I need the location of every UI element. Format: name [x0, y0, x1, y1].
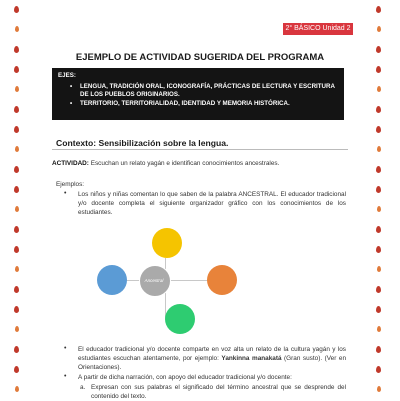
- ejes-item: • TERRITORIO, TERRITORIALIDAD, IDENTIDAD Y MEMORIA HISTÓRICA.: [80, 100, 338, 108]
- border-ornament: [14, 286, 19, 293]
- bullet-marker: •: [64, 373, 67, 380]
- border-ornament: [376, 246, 381, 253]
- border-ornament: [376, 6, 381, 13]
- bullet-2-text: El educador tradicional y/o docente comparte en voz alta un relato de la cultura yagán y los estudiantes escuchan atentamente, por ejemplo:: [78, 346, 346, 362]
- border-ornament: [377, 86, 381, 92]
- page-title: EJEMPLO DE ACTIVIDAD SUGERIDA DEL PROGRAMA: [75, 52, 325, 63]
- sub-item-marker: a.: [80, 384, 86, 391]
- bullet-2-text-end: (Gran susto). (Ver en Orientaciones).: [78, 355, 346, 371]
- border-ornament: [376, 226, 381, 233]
- activity-line: [52, 160, 279, 167]
- bullet-paragraph-3: A partir de dicha narración, con apoyo del educador tradicional y/o docente:: [78, 374, 292, 381]
- border-ornament: [15, 26, 19, 32]
- border-ornament: [376, 126, 381, 133]
- border-ornament: [377, 266, 381, 272]
- bullet-marker: •: [64, 190, 67, 197]
- bullet-paragraph-1: Los niños y niñas comentan lo que saben de la palabra ANCESTRAL. El educador tradicional y/o docente completa el siguiente organizador gráfico con los conocimientos de los estudiantes.: [78, 191, 346, 216]
- border-ornament: [376, 286, 381, 293]
- border-ornament: [376, 186, 381, 193]
- context-heading: Contexto: Sensibilización sobre la lengua.: [56, 138, 229, 148]
- context-divider: [52, 149, 348, 150]
- ejes-label: EJES:: [58, 72, 76, 79]
- border-ornament: [376, 366, 381, 373]
- border-ornament: [376, 306, 381, 313]
- border-ornament: [14, 126, 19, 133]
- border-ornament: [15, 266, 19, 272]
- border-ornament: [377, 386, 381, 392]
- border-ornament: [14, 166, 19, 173]
- bullet-paragraph-2: [78, 345, 346, 372]
- organizer-circle-bottom: [165, 304, 195, 334]
- border-ornament: [377, 206, 381, 212]
- sub-item-a: Expresan con sus palabras el significado del término ancestral que se desprende del contenido del texto.: [91, 384, 346, 400]
- graphic-organizer: [95, 228, 235, 338]
- ejes-box: [52, 68, 344, 120]
- border-ornament: [15, 146, 19, 152]
- border-ornament: [377, 326, 381, 332]
- border-ornament: [14, 6, 19, 13]
- border-ornament: [376, 106, 381, 113]
- story-title: Yankinna manakatá: [221, 355, 282, 362]
- examples-label: Ejemplos:: [56, 181, 85, 188]
- bullet-marker: •: [64, 345, 67, 352]
- border-ornament: [14, 306, 19, 313]
- organizer-circle-top: [152, 228, 182, 258]
- border-ornament: [14, 366, 19, 373]
- border-ornament: [14, 186, 19, 193]
- border-ornament: [14, 106, 19, 113]
- border-ornament: [376, 346, 381, 353]
- border-ornament: [376, 166, 381, 173]
- activity-label: ACTIVIDAD:: [52, 160, 89, 167]
- border-ornament: [14, 66, 19, 73]
- border-ornament: [15, 86, 19, 92]
- border-ornament: [15, 386, 19, 392]
- border-ornament: [377, 146, 381, 152]
- organizer-circle-right: [207, 265, 237, 295]
- border-ornament: [15, 206, 19, 212]
- activity-text: Escuchan un relato yagán e identifican conocimientos ancestrales.: [90, 160, 280, 167]
- border-ornament: [376, 66, 381, 73]
- border-ornament: [14, 226, 19, 233]
- border-ornament: [15, 326, 19, 332]
- border-ornament: [377, 26, 381, 32]
- organizer-center-label: Ancestral: [144, 278, 164, 283]
- organizer-circle-left: [97, 265, 127, 295]
- ejes-item: • LENGUA, TRADICIÓN ORAL, ICONOGRAFÍA, PRÁCTICAS DE LECTURA Y ESCRITURA DE LOS PUEBLOS ORIGINARIOS.: [80, 83, 338, 99]
- grade-unit-badge: 2° BÁSICO Unidad 2: [283, 23, 353, 35]
- ejes-list: [58, 83, 338, 108]
- border-ornament: [14, 346, 19, 353]
- border-ornament: [14, 246, 19, 253]
